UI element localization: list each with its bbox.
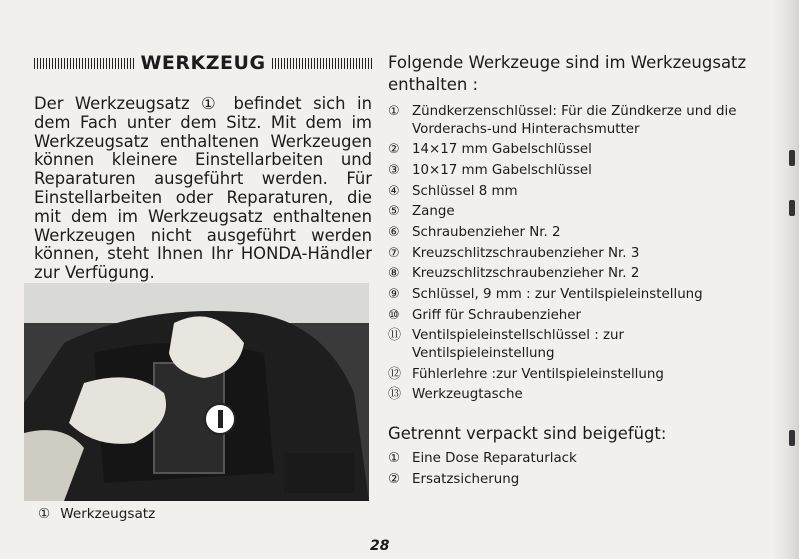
- item-text: Griff für Schraubenzieher: [412, 307, 582, 323]
- item-number: ④: [388, 183, 400, 199]
- item-number: ⑪: [388, 328, 402, 344]
- item-text: Schlüssel, 9 mm : zur Ventilspieleinstellung: [412, 287, 703, 302]
- binding-mark: [789, 200, 795, 216]
- heading-rule-right: [272, 58, 372, 69]
- list-item: [388, 103, 754, 138]
- item-number: ②: [388, 142, 400, 158]
- page-number: 28: [370, 538, 390, 554]
- list-item: [388, 386, 754, 404]
- item-text: 10×17 mm Gabelschlüssel: [412, 162, 592, 178]
- item-text: Ersatzsicherung: [412, 471, 520, 487]
- intro-paragraph: Der Werkzeugsatz ① befindet sich in dem Fach unter dem Sitz. Mit dem im Werkzeugsatz enthaltenen Werkzeugen können kleinere Einstellarbeiten und Reparaturen ausgeführt werden. Für Einstellarbeiten oder Reparaturen, die mit dem im Werkzeugsatz enthaltenen Werkzeugen nicht ausgeführt werden können, steht Ihnen Ihr HONDA-Händler zur Verfügung.: [34, 94, 372, 283]
- heading-rule-left: [34, 58, 134, 69]
- list-item: [388, 183, 754, 201]
- binding-mark: [789, 430, 795, 446]
- item-text: Zündkerzenschlüssel: Für die Zündkerze und die Vorderachs-und Hinterachsmutter: [412, 104, 737, 137]
- item-text: Kreuzschlitzschraubenzieher Nr. 3: [412, 245, 640, 261]
- item-number: ⑨: [388, 287, 400, 302]
- list-item: [388, 327, 754, 362]
- list-item: [388, 162, 754, 180]
- item-text: Schlüssel 8 mm: [412, 183, 518, 199]
- item-number: ⑫: [388, 366, 402, 382]
- item-number: ②: [388, 471, 401, 487]
- item-text: Ventilspieleinstellschlüssel : zur Ventilspieleinstellung: [412, 328, 625, 361]
- intro-text: [34, 95, 372, 283]
- list-item: [388, 471, 577, 489]
- item-text: Eine Dose Reparaturlack: [412, 451, 577, 466]
- item-text: Schraubenzieher Nr. 2: [412, 224, 561, 240]
- separate-list: [388, 450, 577, 491]
- item-text: Zange: [412, 204, 455, 220]
- item-number: ①: [388, 451, 401, 466]
- item-number: ⑦: [388, 245, 400, 261]
- list-item: [388, 286, 754, 304]
- tools-list: [388, 103, 754, 407]
- section-heading: [34, 52, 372, 74]
- list-item: [388, 307, 754, 325]
- list-item: [388, 450, 577, 468]
- item-number: ①: [388, 104, 400, 119]
- item-number: ⑧: [388, 266, 400, 282]
- item-number: ⑥: [388, 224, 400, 240]
- caption-text: Werkzeugsatz: [60, 506, 156, 522]
- binding-mark: [789, 150, 795, 166]
- list-item: [388, 203, 754, 221]
- caption-number: ①: [38, 506, 51, 522]
- item-text: Kreuzschlitzschraubenzieher Nr. 2: [412, 266, 640, 282]
- item-text: 14×17 mm Gabelschlüssel: [412, 142, 592, 158]
- item-text: Fühlerlehre :zur Ventilspieleinstellung: [412, 366, 664, 382]
- item-text: Werkzeugtasche: [412, 387, 523, 403]
- page-spine-shadow: [773, 0, 799, 559]
- list-item: [388, 141, 754, 159]
- list-item: [388, 366, 754, 384]
- item-number: ⑩: [388, 307, 400, 323]
- item-number: ⑬: [388, 387, 402, 403]
- separate-heading: Getrennt verpackt sind beigefügt:: [388, 424, 667, 443]
- list-item: [388, 224, 754, 242]
- section-title: WERKZEUG: [140, 52, 266, 74]
- tools-heading: Folgende Werkzeuge sind im Werkzeugsatz enthalten :: [388, 53, 747, 94]
- toolkit-photo: [24, 283, 369, 501]
- list-item: [388, 265, 754, 283]
- toolkit-photo-illustration: [24, 283, 369, 501]
- photo-caption: [38, 506, 155, 522]
- item-number: ③: [388, 162, 400, 178]
- list-item: [388, 245, 754, 263]
- item-number: ⑤: [388, 204, 400, 220]
